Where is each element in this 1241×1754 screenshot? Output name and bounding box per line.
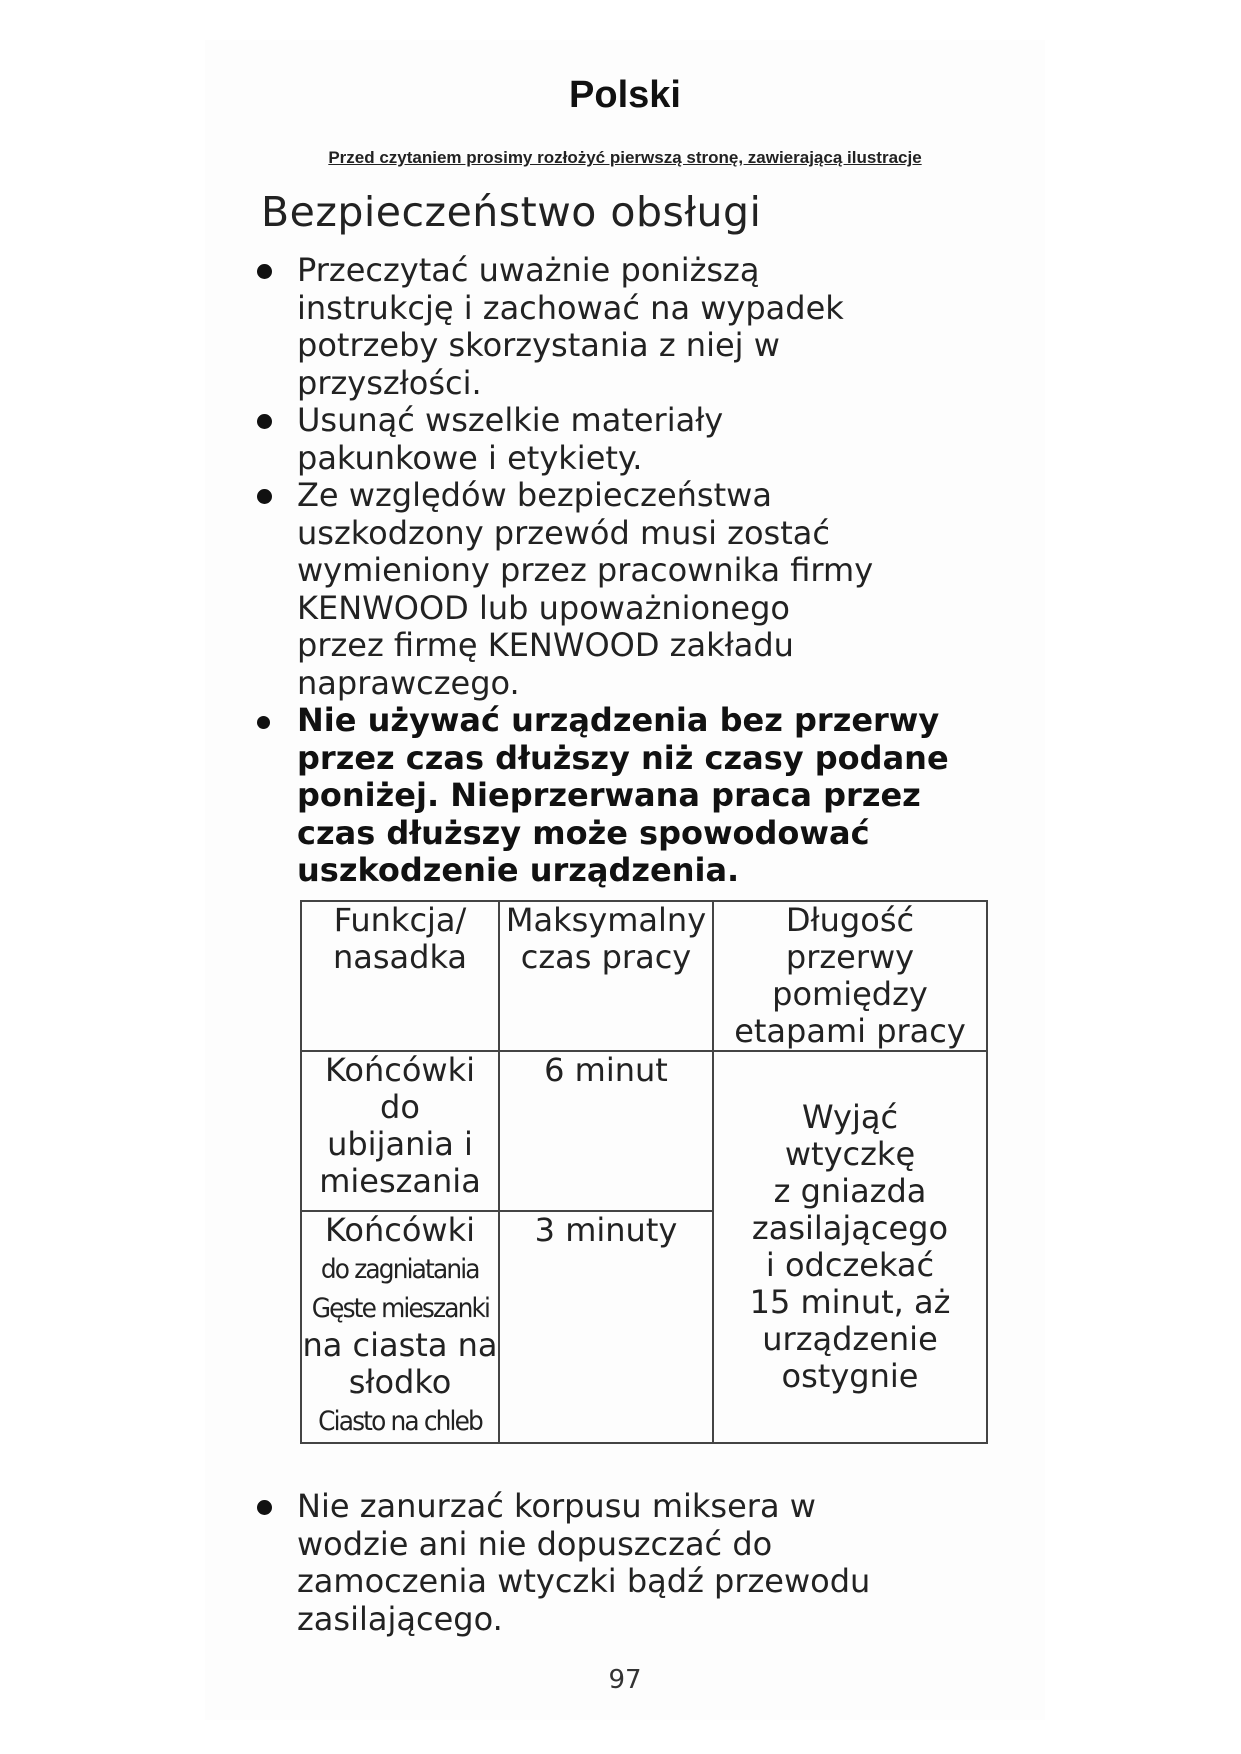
manual-page	[205, 40, 1045, 1720]
section-title: Bezpieczeństwo obsługi	[261, 188, 762, 236]
row-function: Końcówki do ubijania i mieszania	[301, 1051, 499, 1211]
bullet-dot-icon	[257, 264, 272, 279]
bullet-dot-icon	[257, 716, 270, 729]
table-row	[301, 1051, 987, 1211]
warning-item: Nie używać urządzenia bez przerwy przez czas dłuższy niż czasy podane poniżej. Nieprzerwana praca przez czas dłuższy może spowodować uszkodzenie urządzenia.	[253, 702, 1013, 890]
row-max-time: 3 minuty	[499, 1211, 713, 1443]
list-item: Usunąć wszelkie materiały pakunkowe i etykiety.	[253, 402, 1013, 477]
header-pause: Długość przerwy pomiędzy etapami pracy	[713, 901, 987, 1051]
list-item: Ze względów bezpieczeństwa uszkodzony przewód musi zostać wymieniony przez pracownika firmy KENWOOD lub upoważnionego przez firmę KENWOOD zakładu naprawczego.	[253, 477, 1013, 702]
list-item: Przeczytać uważnie poniższą instrukcję i zachować na wypadek potrzeby skorzystania z niej w przyszłości.	[253, 252, 1013, 402]
bullet-dot-icon	[257, 489, 272, 504]
list-item: Nie zanurzać korpusu miksera w wodzie ani nie dopuszczać do zamoczenia wtyczki bądź przewodu zasilającego.	[253, 1488, 1013, 1638]
bullet-dot-icon	[257, 1500, 272, 1515]
pause-instructions: Wyjąć wtyczkę z gniazda zasilającego i odczekać 15 minut, aż urządzenie ostygnie	[713, 1051, 987, 1443]
language-title: Polski	[569, 74, 681, 116]
header-function: Funkcja/ nasadka	[301, 901, 499, 1051]
row-function: Końcówki do zagniatania Gęste mieszanki na ciasta na słodko Ciasto na chleb	[301, 1211, 499, 1443]
table-header-row	[301, 901, 987, 1051]
safety-list-continued	[253, 1488, 1013, 1638]
page-number: 97	[608, 1665, 642, 1695]
operating-limits-table	[300, 900, 988, 1444]
safety-list	[253, 252, 1013, 890]
bullet-dot-icon	[257, 414, 272, 429]
header-max-time: Maksymalny czas pracy	[499, 901, 713, 1051]
instruction-note: Przed czytaniem prosimy rozłożyć pierwszą stronę, zawierającą ilustracje	[328, 148, 922, 167]
row-max-time: 6 minut	[499, 1051, 713, 1211]
